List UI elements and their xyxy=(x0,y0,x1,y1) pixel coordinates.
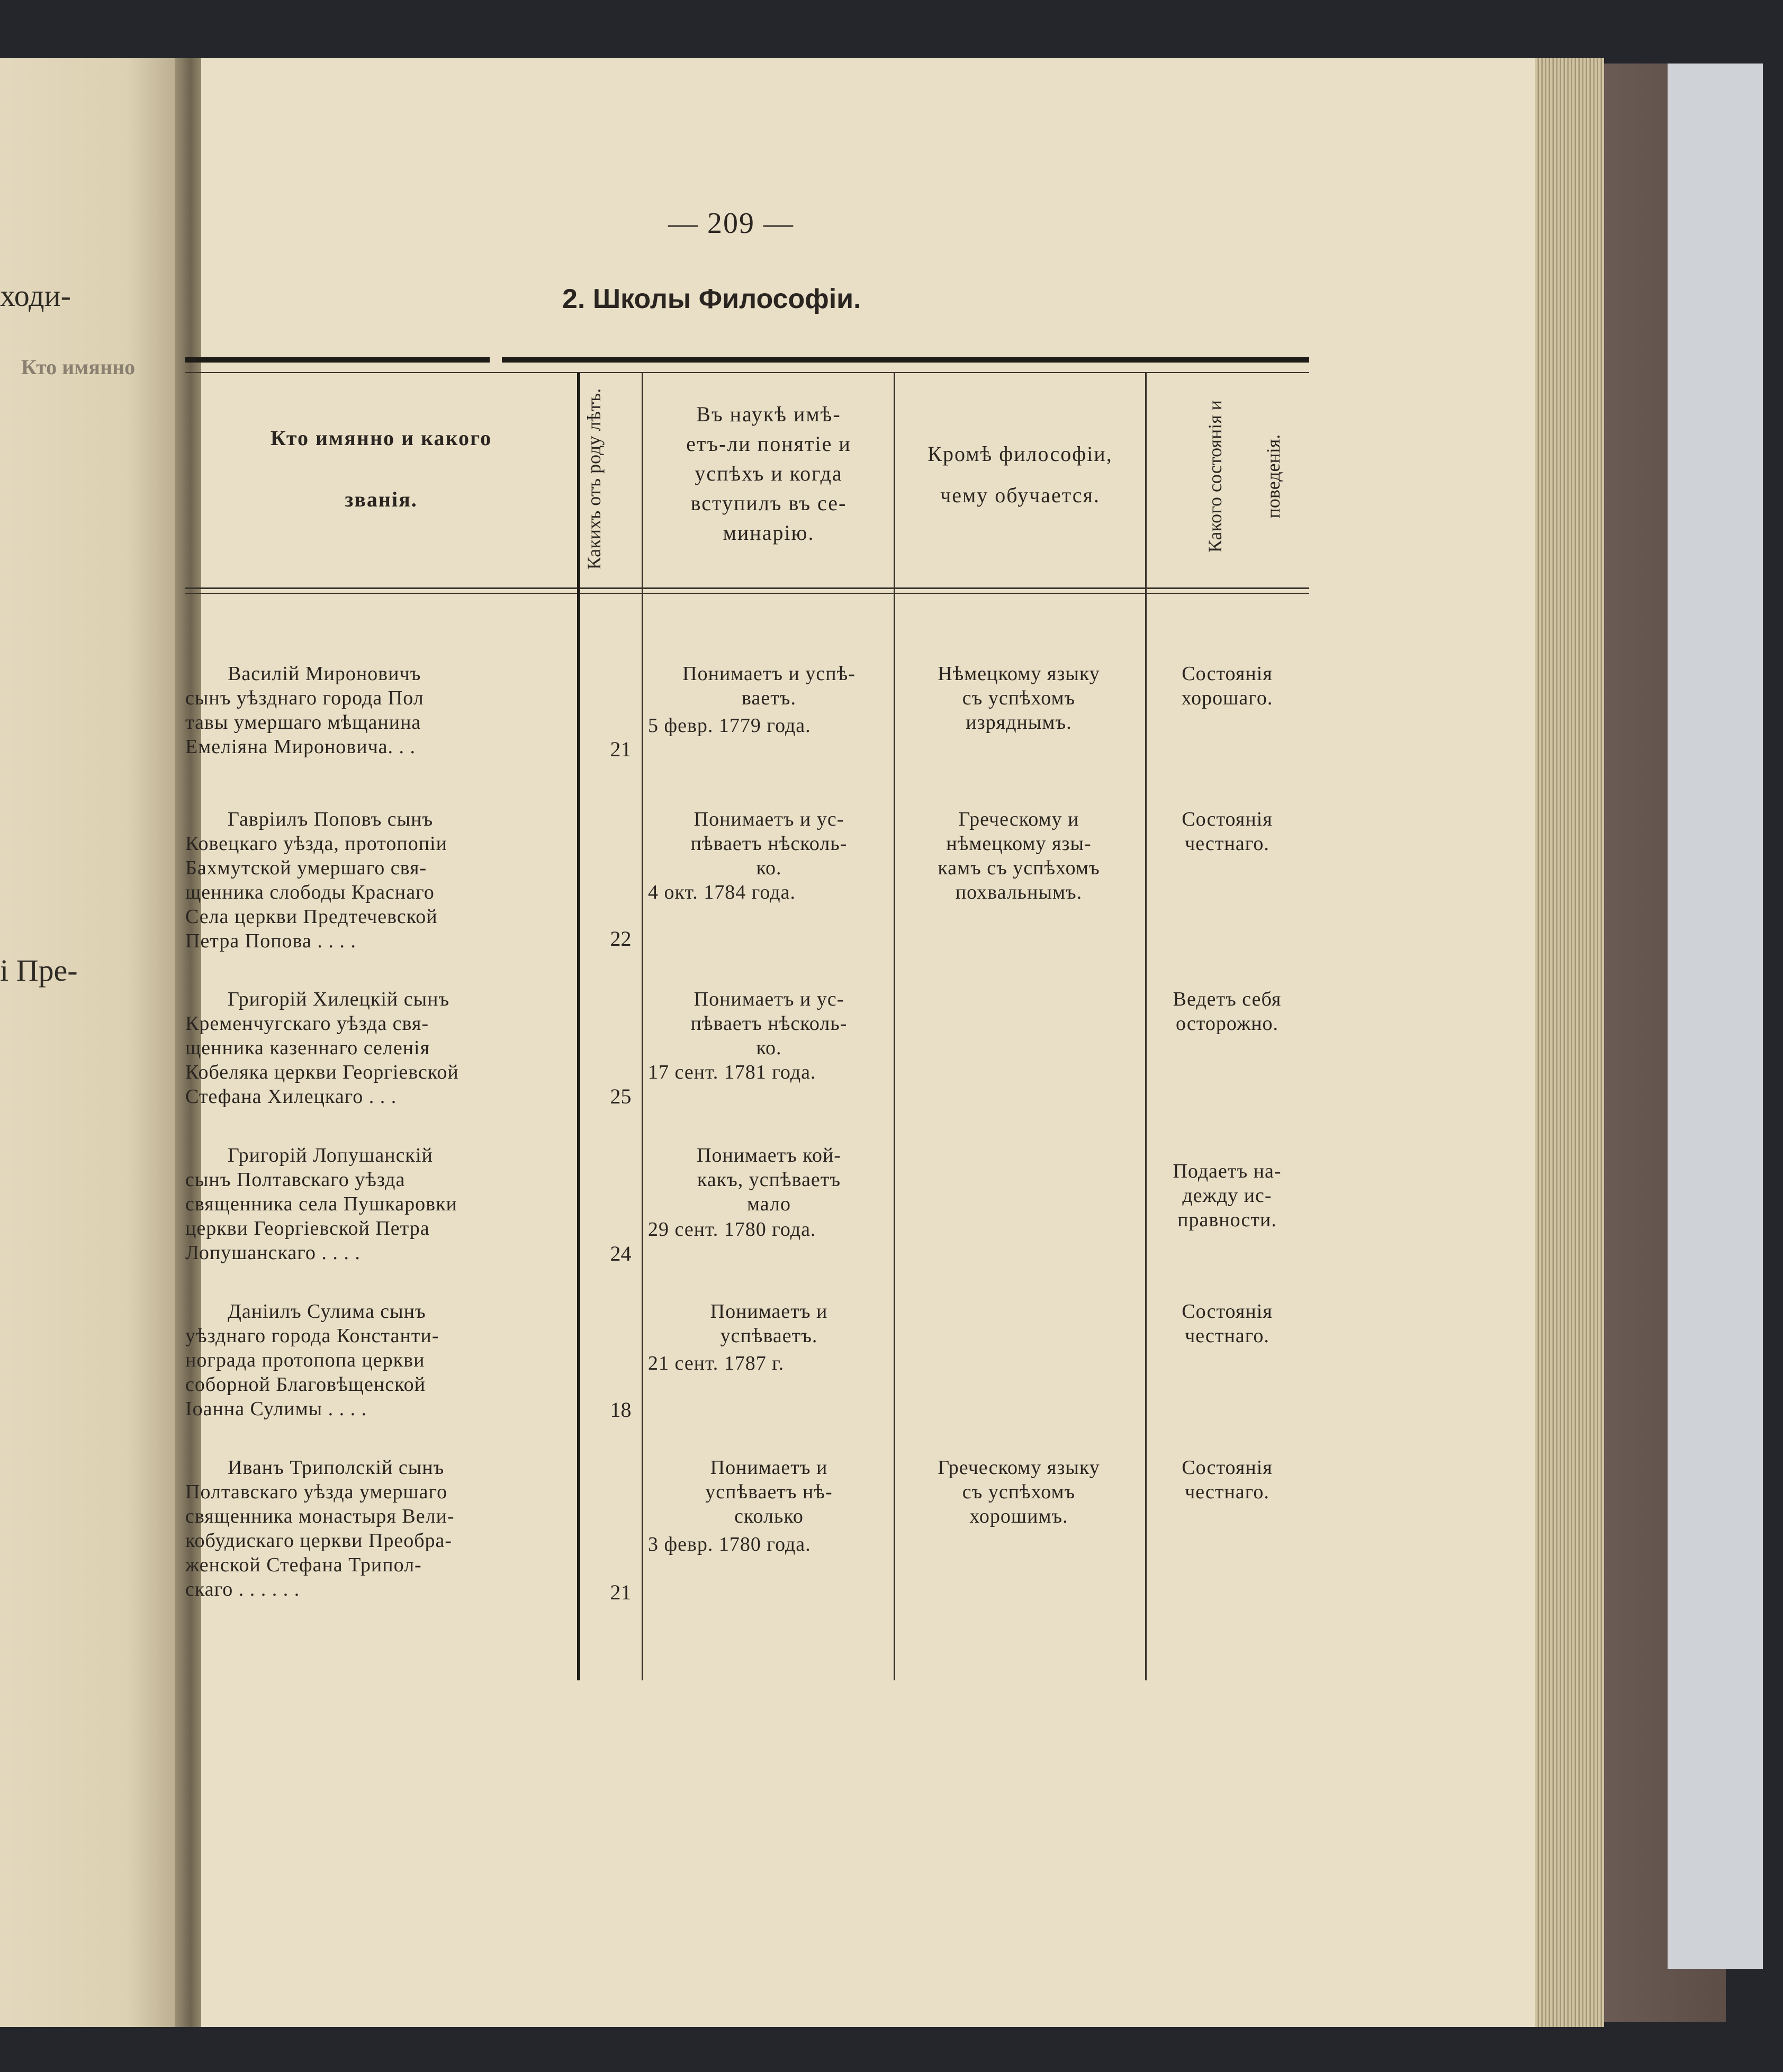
science-line: успѣваетъ нѣ- xyxy=(705,1481,833,1503)
name-line: женской Стефана Трипол- xyxy=(185,1554,422,1576)
header-science-line: Въ наукѣ имѣ- xyxy=(696,402,841,426)
header-science xyxy=(647,400,890,548)
section-title: 2. Школы Философіи. xyxy=(562,284,861,314)
name-line: Гавріилъ Поповъ сынъ xyxy=(228,808,434,830)
science-line: Понимаетъ и ус- xyxy=(694,988,844,1010)
name-line: Григорій Лопушанскій xyxy=(228,1144,433,1166)
name-line: щенника казеннаго селенія xyxy=(185,1037,430,1059)
science-line: пѣваетъ нѣсколь- xyxy=(690,833,848,855)
header-age: Какихъ отъ роду лѣтъ. xyxy=(583,388,605,570)
condition-line: честнаго. xyxy=(1185,1481,1269,1503)
row-admission-date: 29 сент. 1780 года. xyxy=(648,1218,816,1241)
name-line: соборной Благовѣщенской xyxy=(185,1373,426,1396)
row-admission-date: 3 февр. 1780 года. xyxy=(648,1533,811,1555)
row-science xyxy=(646,807,892,880)
science-line: пѣваетъ нѣсколь- xyxy=(690,1012,848,1035)
other-line: камъ съ успѣхомъ xyxy=(938,857,1100,879)
name-line: Полтавскаго уѣзда умершаго xyxy=(185,1481,448,1503)
table-top-rule xyxy=(185,357,490,363)
name-line: сынъ Полтавскаго уѣзда xyxy=(185,1169,406,1191)
name-line: Василій Мироновичъ xyxy=(228,663,421,685)
other-line: съ успѣхомъ xyxy=(962,1481,1076,1503)
name-line: Даніилъ Сулима сынъ xyxy=(228,1300,426,1323)
name-line: священника села Пушкаровки xyxy=(185,1193,457,1215)
column-divider xyxy=(577,373,580,1680)
row-name xyxy=(185,1455,573,1601)
condition-line: правности. xyxy=(1177,1209,1277,1231)
left-page-fragment: Кто имянно xyxy=(21,355,136,379)
name-line: Иванъ Триполскій сынъ xyxy=(228,1456,445,1479)
header-science-line: вступилъ въ се- xyxy=(690,491,847,515)
science-line: Понимаетъ и ус- xyxy=(694,808,844,830)
column-divider xyxy=(894,373,895,1680)
condition-line: осторожно. xyxy=(1175,1012,1279,1035)
row-other-subjects xyxy=(896,662,1142,735)
other-line: съ успѣхомъ xyxy=(962,687,1076,709)
row-admission-date: 5 февр. 1779 года. xyxy=(648,714,811,737)
science-line: Понимаетъ и xyxy=(710,1456,828,1479)
row-science xyxy=(646,1143,892,1216)
row-condition xyxy=(1148,1299,1307,1348)
name-line: церкви Георгіевской Петра xyxy=(185,1217,430,1239)
other-line: Греческому языку xyxy=(938,1456,1100,1479)
name-line: кобудискаго церкви Преобра- xyxy=(185,1530,453,1552)
condition-line: честнаго. xyxy=(1185,1325,1269,1347)
name-line: нограда протопопа церкви xyxy=(185,1349,425,1371)
row-age: 22 xyxy=(610,927,632,951)
row-age: 21 xyxy=(610,737,632,761)
row-science xyxy=(646,662,892,710)
science-line: успѣваетъ. xyxy=(720,1325,818,1347)
other-line: похвальнымъ. xyxy=(955,881,1083,903)
row-admission-date: 4 окт. 1784 года. xyxy=(648,881,796,903)
condition-line: Состоянія xyxy=(1182,808,1273,830)
row-condition xyxy=(1148,662,1307,710)
condition-line: Ведетъ себя xyxy=(1173,988,1282,1010)
column-divider xyxy=(642,373,643,1680)
science-line: Понимаетъ кой- xyxy=(697,1144,841,1166)
science-line: мало xyxy=(747,1193,791,1215)
left-page xyxy=(0,58,183,2027)
header-name xyxy=(212,423,551,514)
name-line: уѣзднаго города Константи- xyxy=(185,1325,439,1347)
header-bottom-rule xyxy=(185,587,1309,589)
page-number: — 209 — xyxy=(668,207,794,240)
row-age: 18 xyxy=(610,1398,632,1422)
name-line: Кобеляка церкви Георгіевской xyxy=(185,1061,459,1083)
condition-line: Состоянія xyxy=(1182,663,1273,685)
name-line: Села церкви Предтечевской xyxy=(185,906,438,928)
row-age: 24 xyxy=(610,1242,632,1265)
header-condition: Какого состоянія и поведенія. xyxy=(1204,400,1284,553)
name-line: Ковецкаго уѣзда, протопопіи xyxy=(185,833,447,855)
row-condition xyxy=(1148,807,1307,856)
row-admission-date: 17 сент. 1781 года. xyxy=(648,1061,816,1083)
science-line: ко. xyxy=(756,857,782,879)
other-line: хорошимъ. xyxy=(969,1505,1068,1527)
row-age: 21 xyxy=(610,1580,632,1604)
science-line: Понимаетъ и успѣ- xyxy=(682,663,856,685)
other-line: Нѣмецкому языку xyxy=(938,663,1100,685)
row-other-subjects xyxy=(896,1455,1142,1528)
name-line: Емеліяна Мироновича. . . xyxy=(185,736,416,758)
name-line: скаго . . . . . . xyxy=(185,1578,300,1600)
header-bottom-rule xyxy=(185,593,1309,594)
column-divider xyxy=(1145,373,1147,1680)
row-name xyxy=(185,1143,573,1265)
row-condition xyxy=(1148,987,1307,1036)
other-line: изряднымъ. xyxy=(966,711,1072,734)
name-line: Лопушанскаго . . . . xyxy=(185,1242,361,1264)
condition-line: Состоянія xyxy=(1182,1456,1273,1479)
row-other-subjects xyxy=(896,807,1142,904)
name-line: Петра Попова . . . . xyxy=(185,930,356,952)
header-science-line: минарію. xyxy=(723,521,815,545)
science-line: какъ, успѣваетъ xyxy=(697,1169,841,1191)
science-line: ваетъ. xyxy=(742,687,796,709)
row-admission-date: 21 сент. 1787 г. xyxy=(648,1352,785,1374)
row-name xyxy=(185,1299,573,1421)
row-name xyxy=(185,807,573,953)
name-line: Стефана Хилецкаго . . . xyxy=(185,1085,397,1108)
name-line: тавы умершаго мѣщанина xyxy=(185,711,421,734)
left-page-fragment: i Пре- xyxy=(0,953,78,988)
page-edges xyxy=(1535,58,1604,2027)
header-other-line: чему обучается. xyxy=(940,483,1100,507)
header-science-line: успѣхъ и когда xyxy=(695,462,843,485)
row-science xyxy=(646,1455,892,1528)
row-condition xyxy=(1148,1159,1307,1232)
header-name-line: званія. xyxy=(345,487,418,511)
table-top-rule xyxy=(502,357,1309,363)
condition-line: честнаго. xyxy=(1185,833,1269,855)
science-line: Понимаетъ и xyxy=(710,1300,828,1323)
header-other xyxy=(896,439,1145,510)
condition-line: Подаетъ на- xyxy=(1173,1160,1282,1182)
row-name xyxy=(185,987,573,1109)
header-other-line: Кромѣ философіи, xyxy=(927,442,1113,466)
backing-sheet xyxy=(1668,64,1763,1969)
row-science xyxy=(646,1299,892,1348)
name-line: Бахмутской умершаго свя- xyxy=(185,857,427,879)
row-science xyxy=(646,987,892,1060)
header-name-line: Кто имянно и какого xyxy=(270,426,492,450)
other-line: нѣмецкому язы- xyxy=(946,833,1092,855)
left-page-fragment: ходи- xyxy=(0,278,71,313)
row-condition xyxy=(1148,1455,1307,1504)
science-line: ко. xyxy=(756,1037,782,1059)
science-line: сколько xyxy=(734,1505,804,1527)
row-name xyxy=(185,662,573,759)
name-line: священника монастыря Вели- xyxy=(185,1505,455,1527)
name-line: Іоанна Сулимы . . . . xyxy=(185,1398,367,1420)
name-line: сынъ уѣзднаго города Пол xyxy=(185,687,424,709)
other-line: Греческому и xyxy=(958,808,1079,830)
name-line: Кременчугскаго уѣзда свя- xyxy=(185,1012,429,1035)
table-top-thin-rule xyxy=(185,372,1309,373)
condition-line: дежду ис- xyxy=(1182,1184,1272,1207)
condition-line: Состоянія xyxy=(1182,1300,1273,1323)
name-line: Григорій Хилецкій сынъ xyxy=(228,988,450,1010)
condition-line: хорошаго. xyxy=(1181,687,1273,709)
name-line: щенника слободы Краснаго xyxy=(185,881,435,903)
header-science-line: етъ-ли понятіе и xyxy=(686,432,851,456)
row-age: 25 xyxy=(610,1084,632,1108)
